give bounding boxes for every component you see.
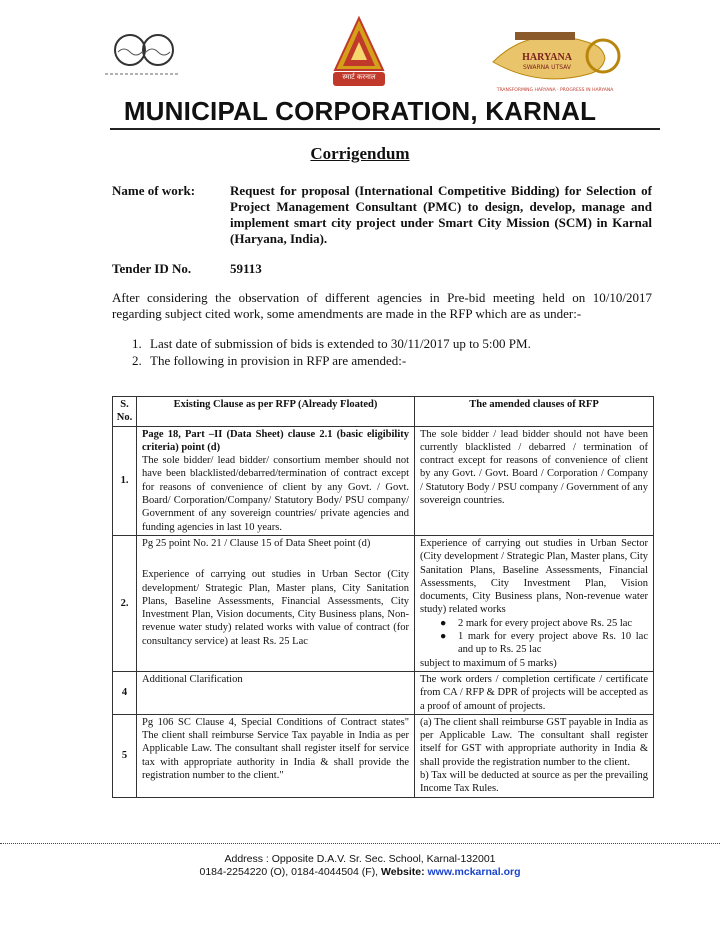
bullet-icon: ● bbox=[440, 617, 447, 629]
website-link[interactable]: www.mckarnal.org bbox=[427, 866, 521, 878]
document-heading: Corrigendum bbox=[310, 144, 410, 163]
right-logo-title: HARYANA bbox=[522, 52, 572, 63]
right-logo-tagline: TRANSFORMING HARYANA · PROGRESS IN HARYANA bbox=[496, 88, 614, 93]
amended-clause-text: Experience of carrying out studies in Urban Sector (City development / Strategic Plan, Master plans, City Sanitation Plans, Baseline Assessments, Financial Assessments, City Investment Plan, Vision documents, City Business plans, Non-revenue water study) related works bbox=[420, 537, 648, 616]
bullet-icon: ● bbox=[440, 631, 447, 643]
footer-phone: 0184-2254220 (O), 0184-4044504 (F), bbox=[199, 866, 382, 878]
existing-clause-title: Pg 25 point No. 21 / Clause 15 of Data Sheet point (d) bbox=[142, 537, 371, 549]
name-of-work-text: Request for proposal (International Competitive Bidding) for Selection of Project Management Consultant (PMC) to design, develop, manage and implement smart city project under Smart City Mission (SCM) in Karnal (Haryana, India). bbox=[230, 183, 652, 246]
amended-clause-a: (a) The client shall reimburse GST payable in India as per Applicable Law. The consultant shall register itself for GST with appropriate authority in India & shall provide the registration number to the client. bbox=[420, 716, 648, 768]
header-existing-clause: Existing Clause as per RFP (Already Floated) bbox=[137, 397, 415, 427]
table-row bbox=[113, 426, 654, 535]
existing-clause-cell bbox=[137, 535, 415, 671]
existing-clause-text: Experience of carrying out studies in Urban Sector (City development/ Strategic Plan, Master plans, City Sanitation Plans, Baseline Assessments, Financial Assessments, City Investment Plan, Vision documents, City Business plans, Non-revenue water study) related works with value of contract (for consultancy service) at least Rs. 25 Lac bbox=[142, 569, 409, 647]
intro-paragraph: After considering the observation of different agencies in Pre-bid meeting held on 10/10/2017 regarding subject cited work, some amendments are made in the RFP which are as under:- bbox=[112, 290, 652, 321]
tender-id-label: Tender ID No. bbox=[112, 261, 192, 276]
tender-id-value: 59113 bbox=[230, 261, 262, 276]
footer-contact bbox=[0, 866, 720, 878]
footer-divider bbox=[0, 843, 720, 844]
amended-bullets bbox=[420, 617, 648, 657]
table-row bbox=[113, 535, 654, 671]
footer-website-label: Website: bbox=[381, 866, 428, 878]
existing-clause-cell: Pg 106 SC Clause 4, Special Conditions of Contract states" The client shall reimburse Service Tax payable in India as per Applicable Law. The consultant shall register itself for service tax with appropriate authority in India & shall provide the registration number to the client." bbox=[137, 714, 415, 797]
existing-clause-cell bbox=[137, 426, 415, 535]
amended-clause-cell bbox=[415, 535, 654, 671]
existing-clause-cell: Additional Clarification bbox=[137, 671, 415, 714]
point-text: The following in provision in RFP are amended:- bbox=[150, 353, 407, 368]
swachh-bharat-logo bbox=[100, 30, 190, 86]
bullet-text: 1 mark for every project above Rs. 10 lac and up to Rs. 25 lac bbox=[458, 631, 648, 656]
row-sno: 1. bbox=[113, 426, 137, 535]
existing-clause-text: The sole bidder/ lead bidder/ consortium member should not have been blacklisted/debarred/termination of contract except for reasons of convenience of client by any Govt. / Govt. Board/ Corporation/Company/ Statutory Body/ PSU company/ Government of any sovereign countries/ private agencies and funding agencies in last 10 years. bbox=[142, 455, 409, 533]
amended-clause-cell bbox=[415, 714, 654, 797]
point-text: Last date of submission of bids is extended to 30/11/2017 up to 5:00 PM. bbox=[150, 336, 531, 351]
list-item bbox=[440, 617, 648, 630]
row-sno: 2. bbox=[113, 535, 137, 671]
table-row bbox=[113, 714, 654, 797]
amended-clause-b: b) Tax will be deducted at source as per the prevailing Income Tax Rules. bbox=[420, 770, 648, 795]
point-number: 2. bbox=[132, 353, 142, 368]
table-row bbox=[113, 671, 654, 714]
amendment-table bbox=[112, 396, 654, 798]
header-sno: S. No. bbox=[113, 397, 137, 427]
amended-clause-cell: The sole bidder / lead bidder should not have been currently blacklisted / debarred / termination of contract except for reasons of convenience of client by any Govt. / Govt. Board / Corporation / Company / Statutory Body / PSU company / Government of any sovereign countries. bbox=[415, 426, 654, 535]
name-of-work-label: Name of work: bbox=[112, 183, 196, 198]
row-sno: 5 bbox=[113, 714, 137, 797]
amendment-points bbox=[132, 335, 652, 369]
amended-clause-cell: The work orders / completion certificate / certificate from CA / RFP & DPR of projects will be accepted as a proof of amount of projects. bbox=[415, 671, 654, 714]
existing-clause-title: Page 18, Part –II (Data Sheet) clause 2.1 (basic eligibility criteria) point (d) bbox=[142, 428, 409, 453]
title-divider bbox=[110, 128, 660, 130]
list-item bbox=[132, 352, 652, 369]
amended-clause-tail: subject to maximum of 5 marks) bbox=[420, 657, 557, 669]
list-item bbox=[440, 630, 648, 657]
point-number: 1. bbox=[132, 336, 142, 351]
smart-karnal-logo bbox=[325, 14, 393, 94]
right-logo-subtitle: SWARNA UTSAV bbox=[523, 64, 571, 71]
row-sno: 4 bbox=[113, 671, 137, 714]
spacer bbox=[142, 550, 409, 568]
table-header-row bbox=[113, 397, 654, 427]
bullet-text: 2 mark for every project above Rs. 25 lac bbox=[458, 617, 633, 629]
org-title: MUNICIPAL CORPORATION, KARNAL bbox=[123, 96, 597, 126]
footer-address: Address : Opposite D.A.V. Sr. Sec. School, Karnal-132001 bbox=[224, 853, 496, 865]
haryana-swarna-utsav-logo bbox=[485, 22, 625, 98]
list-item bbox=[132, 335, 652, 352]
header-amended-clause: The amended clauses of RFP bbox=[415, 397, 654, 427]
center-logo-text: स्मार्ट करनाल bbox=[342, 73, 376, 81]
